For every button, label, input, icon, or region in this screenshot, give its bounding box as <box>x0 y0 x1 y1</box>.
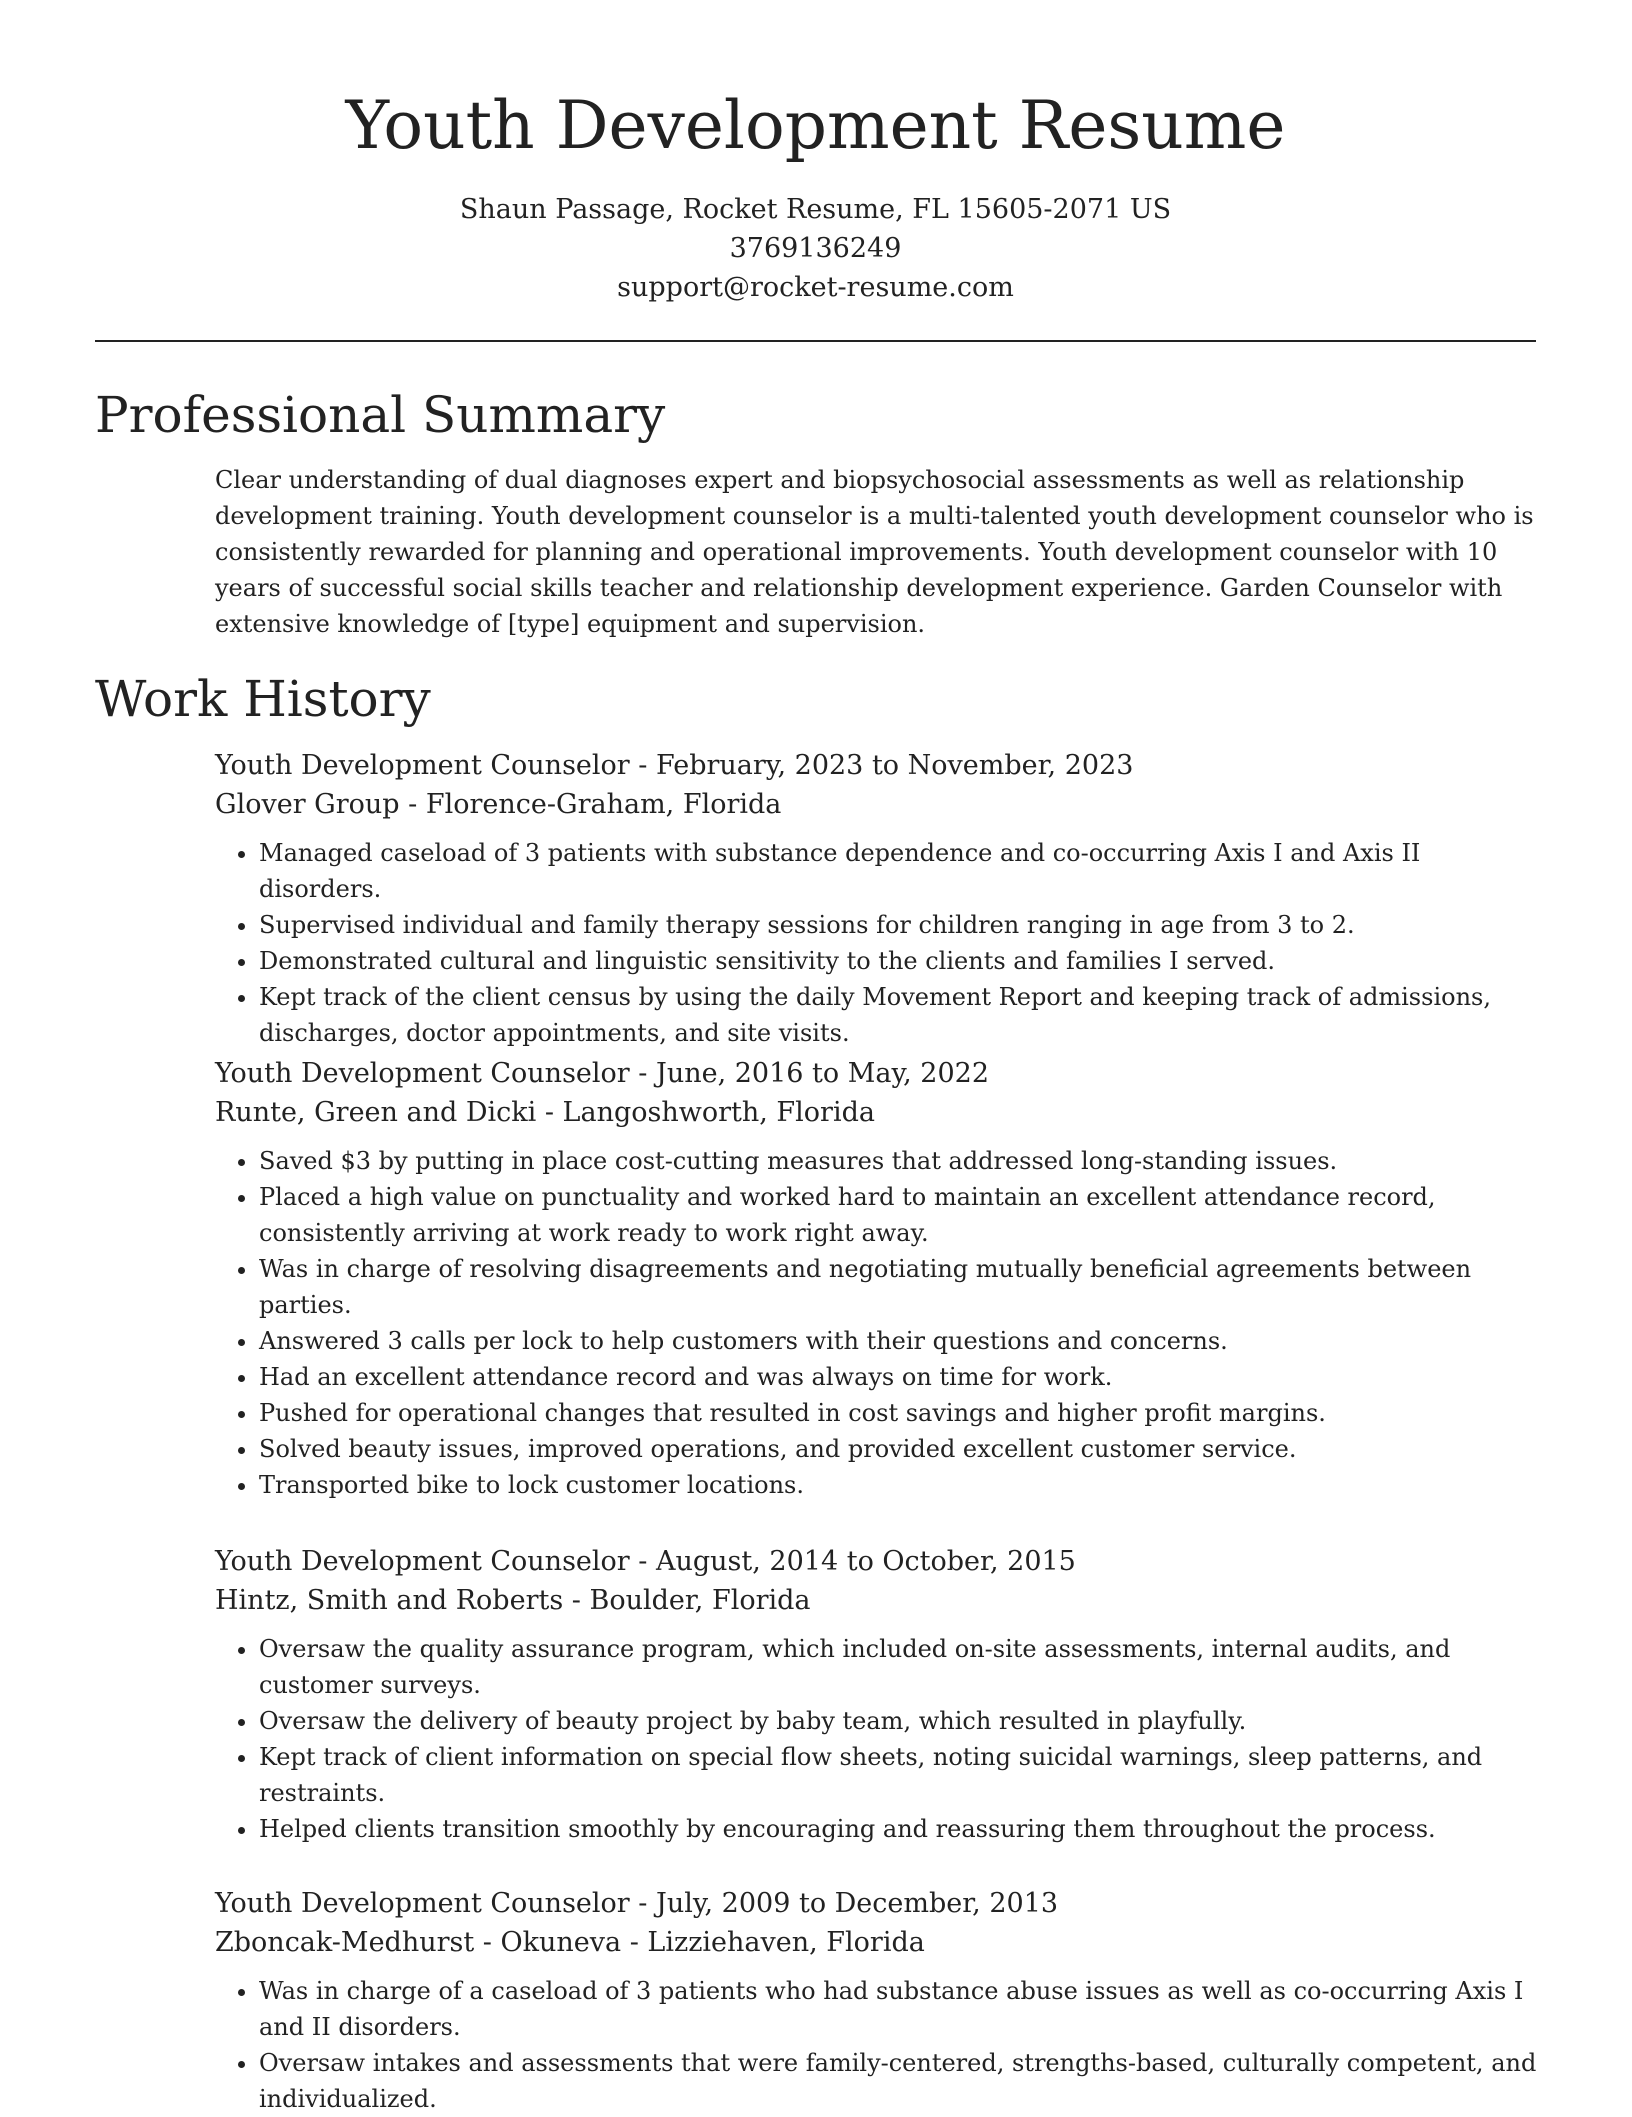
job-location: - Lizziehaven, Florida <box>621 1927 925 1958</box>
job-title: Youth Development Counselor <box>215 1888 630 1919</box>
summary-heading: Professional Summary <box>95 386 666 444</box>
job-bullet: • Was in charge of resolving disagreements and negotiating mutually beneficial agreements between parties. <box>259 1251 1537 1323</box>
job-company: Glover Group <box>215 789 400 820</box>
job-company-line <box>215 1581 1537 1620</box>
job-company: Zboncak-Medhurst - Okuneva <box>215 1927 622 1958</box>
job-bullet: • Pushed for operational changes that resulted in cost savings and higher profit margins. <box>259 1395 1537 1431</box>
job-bullet: • Oversaw the delivery of beauty project by baby team, which resulted in playfully. <box>259 1703 1537 1739</box>
job-title-line <box>215 746 1537 785</box>
job-title-line <box>215 1884 1537 1923</box>
job-entry <box>215 746 1537 1051</box>
job-company-line <box>215 785 1537 824</box>
job-bullet: • Helped clients transition smoothly by encouraging and reassuring them throughout the process. <box>259 1811 1537 1847</box>
job-title-line <box>215 1542 1537 1581</box>
header-divider <box>95 340 1536 342</box>
job-entry <box>215 1884 1537 2117</box>
job-bullet: • Oversaw the quality assurance program, which included on-site assessments, internal audits, and customer surveys. <box>259 1631 1537 1703</box>
job-dates: - August, 2014 to October, 2015 <box>629 1546 1076 1577</box>
job-bullets <box>215 835 1537 1051</box>
job-bullet: • Supervised individual and family therapy sessions for children ranging in age from 3 to 2. <box>259 907 1537 943</box>
job-location: - Florence-Graham, Florida <box>399 789 782 820</box>
job-bullet: • Demonstrated cultural and linguistic sensitivity to the clients and families I served. <box>259 943 1537 979</box>
job-bullet: • Kept track of the client census by using the daily Movement Report and keeping track of admissions, discharges, doctor appointments, and site visits. <box>259 979 1537 1051</box>
job-bullet: • Saved $3 by putting in place cost-cutting measures that addressed long-standing issues. <box>259 1143 1537 1179</box>
job-company: Hintz, Smith and Roberts <box>215 1585 564 1616</box>
job-title: Youth Development Counselor <box>215 750 630 781</box>
job-entry <box>215 1054 1537 1503</box>
work-history-heading: Work History <box>95 670 431 728</box>
job-bullet: • Kept track of client information on special flow sheets, noting suicidal warnings, sleep patterns, and restraints. <box>259 1739 1537 1811</box>
job-title-line <box>215 1054 1537 1093</box>
job-company-line <box>215 1093 1537 1132</box>
job-bullet: • Solved beauty issues, improved operations, and provided excellent customer service. <box>259 1431 1537 1467</box>
contact-phone: 3769136249 <box>729 233 902 264</box>
job-title: Youth Development Counselor <box>215 1546 630 1577</box>
contact-info <box>95 190 1536 307</box>
job-bullet: • Transported bike to lock customer locations. <box>259 1467 1537 1503</box>
job-bullets <box>215 1631 1537 1847</box>
job-company-line <box>215 1923 1537 1962</box>
contact-address: Shaun Passage, Rocket Resume, FL 15605-2071 US <box>459 194 1172 225</box>
job-bullet: • Managed caseload of 3 patients with substance dependence and co-occurring Axis I and Axis II disorders. <box>259 835 1537 907</box>
job-bullet: • Answered 3 calls per lock to help customers with their questions and concerns. <box>259 1323 1537 1359</box>
resume-page <box>95 0 1536 2112</box>
job-location: - Boulder, Florida <box>563 1585 811 1616</box>
job-location: - Langoshworth, Florida <box>536 1097 875 1128</box>
job-entry <box>215 1542 1537 1847</box>
job-bullets <box>215 1973 1537 2117</box>
job-dates: - June, 2016 to May, 2022 <box>629 1058 990 1089</box>
job-bullets <box>215 1143 1537 1503</box>
job-bullet: • Placed a high value on punctuality and worked hard to maintain an excellent attendance record, consistently arriving at work ready to work right away. <box>259 1179 1537 1251</box>
summary-text: Clear understanding of dual diagnoses expert and biopsychosocial assessments as well as relationship development training. Youth development counselor is a multi-talented youth development counselor who is consistently rewarded for planning and operational improvements. Youth development counselor with 10 years of successful social skills teacher and relationship development experience. Garden Counselor with extensive knowledge of [type] equipment and supervision. <box>215 466 1534 638</box>
job-bullet: • Was in charge of a caseload of 3 patients who had substance abuse issues as well as co-occurring Axis I and II disorders. <box>259 1973 1537 2045</box>
job-company: Runte, Green and Dicki <box>215 1097 537 1128</box>
job-bullet: • Had an excellent attendance record and was always on time for work. <box>259 1359 1537 1395</box>
contact-email[interactable]: support@rocket-resume.com <box>617 272 1014 303</box>
resume-title: Youth Development Resume <box>345 87 1286 164</box>
job-title: Youth Development Counselor <box>215 1058 630 1089</box>
job-dates: - February, 2023 to November, 2023 <box>629 750 1134 781</box>
job-dates: - July, 2009 to December, 2013 <box>629 1888 1059 1919</box>
job-bullet: • Oversaw intakes and assessments that were family-centered, strengths-based, culturally competent, and individualized. <box>259 2045 1537 2117</box>
